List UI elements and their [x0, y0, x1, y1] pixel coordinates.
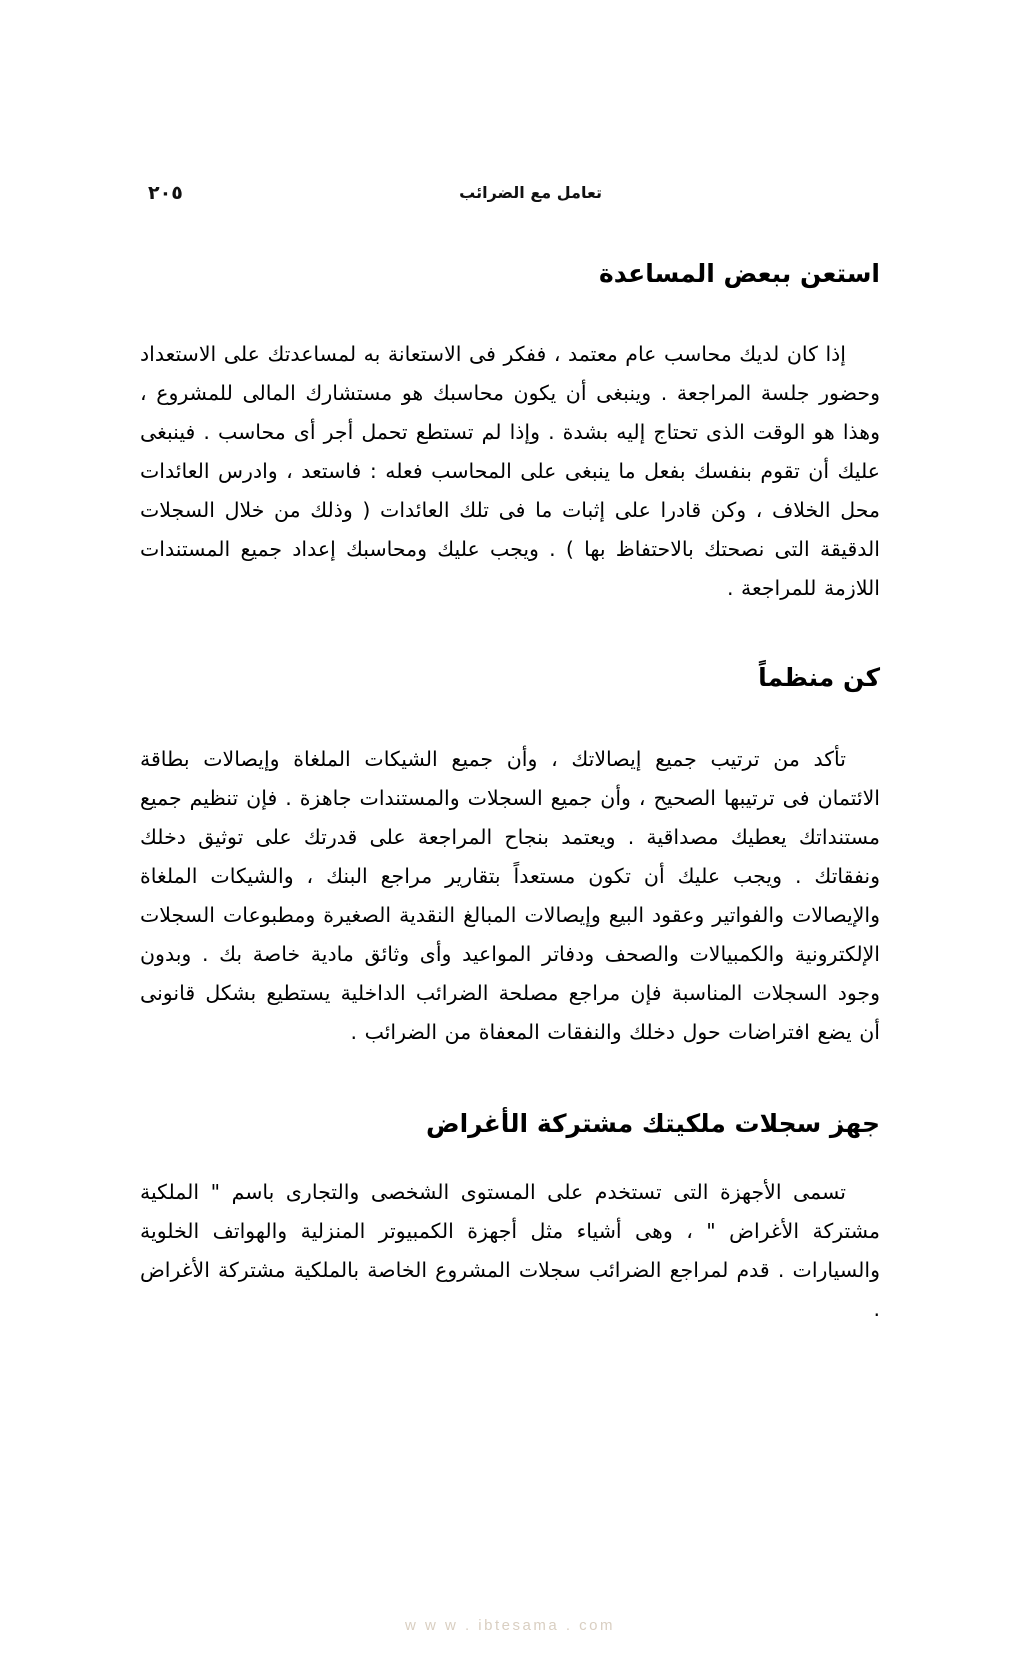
page-content [140, 258, 880, 1329]
spacer [140, 1139, 880, 1173]
spacer [140, 608, 880, 662]
footer-watermark: w w w . ibtesama . com [404, 1617, 616, 1634]
section-1-paragraph-1: إذا كان لديك محاسب عام معتمد ، ففكر فى الاستعانة به لمساعدتك على الاستعداد وحضور جلسة المراجعة . وينبغى أن يكون محاسبك هو مستشارك المالى للمشروع ، وهذا هو الوقت الذى تحتاج إليه بشدة . وإذا لم تستطع تحمل أجر أى محاسب . فينبغى عليك أن تقوم بنفسك بفعل ما ينبغى على المحاسب فعله : فاستعد ، وادرس العائدات محل الخلاف ، وكن قادرا على إثبات ما فى تلك العائدات ( وذلك من خلال السجلات الدقيقة التى نصحتك بالاحتفاظ بها ) . ويجب عليك ومحاسبك إعداد جميع المستندات اللازمة للمراجعة . [140, 342, 880, 601]
page-number: ٢٠٥ [148, 182, 183, 204]
section-2-paragraph-1: تأكد من ترتيب جميع إيصالاتك ، وأن جميع الشيكات الملغاة وإيصالات بطاقة الائتمان فى ترتيبها الصحيح ، وأن جميع السجلات والمستندات جاهزة . فإن تنظيم جميع مستنداتك يعطيك مصداقية . ويعتمد بنجاح المراجعة على قدرتك على توثيق دخلك ونفقاتك . ويجب عليك أن تكون مستعداً بتقارير مراجع البنك ، والشيكات الملغاة والإيصالات والفواتير وعقود البيع وإيصالات المبالغ النقدية الصغيرة ومطبوعات السجلات الإلكترونية والكمبيالات والصحف ودفاتر المواعيد وأى وثائق مادية خاصة بك . وبدون وجود السجلات المناسبة فإن مراجع مصلحة الضرائب الداخلية يستطيع بشكل قانونى أن يضع افتراضات حول دخلك والنفقات المعفاة من الضرائب . [140, 746, 880, 1044]
spacer [140, 1052, 880, 1108]
spacer [140, 694, 880, 740]
section-heading-2: كن منظماً [758, 663, 880, 693]
section-heading-1: استعن ببعض المساعدة [598, 259, 880, 288]
section-heading-3: جهز سجلات ملكيتك مشتركة الأغراض [425, 1108, 880, 1138]
running-head [140, 182, 880, 208]
spacer [140, 289, 880, 335]
section-3-paragraph-1: تسمى الأجهزة التى تستخدم على المستوى الشخصى والتجارى باسم " الملكية مشتركة الأغراض " ، وهى أشياء مثل أجهزة الكمبيوتر المنزلية والهواتف الخلوية والسيارات . قدم لمراجع الضرائب سجلات المشروع الخاصة بالملكية مشتركة الأغراض . [140, 1179, 880, 1321]
running-title: تعامل مع الضرائب [459, 183, 602, 202]
